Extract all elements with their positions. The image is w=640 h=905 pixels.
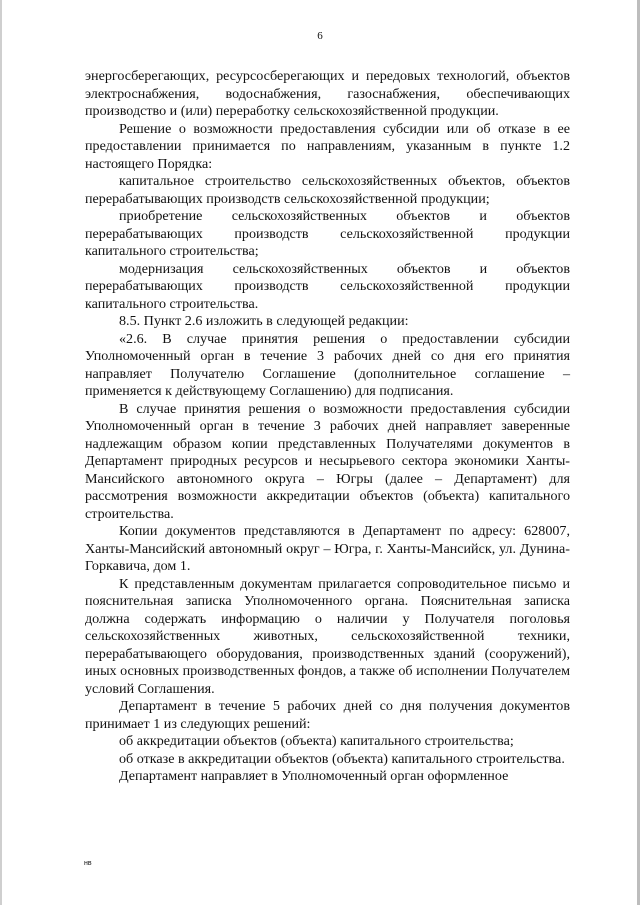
document-body (85, 68, 570, 786)
paragraph-decision: Решение о возможности предоставления субсидии или об отказе в ее предоставлении принимается по направлениям, указанным в пункте 1.2 настоящего Порядка: (85, 120, 570, 172)
list-item-modernization: модернизация сельскохозяйственных объектов и объектов перерабатывающих производств сельскохозяйственной продукции капитального строительства. (85, 260, 570, 312)
paragraph-department-sends: Департамент направляет в Уполномоченный орган оформленное (119, 768, 509, 784)
paragraph-attachments: К представленным документам прилагается сопроводительное письмо и пояснительная записка Уполномоченного органа. Пояснительная записка должна содержать информацию о наличии у Получателя поголовья сельскохозяйственных животных, сельскохозяйственной техники, перерабатывающего оборудования, производственных зданий (сооружений), иных основных производственных фондов, а также об исполнении Получателем условий Соглашения. (85, 575, 570, 697)
paragraph-continuation: энергосберегающих, ресурсосберегающих и передовых технологий, объектов электроснабжения, водоснабжения, газоснабжения, обеспечивающих производство и (или) переработку сельскохозяйственной продукции. (85, 68, 570, 119)
list-item-construction: капитальное строительство сельскохозяйственных объектов, объектов перерабатывающих производств сельскохозяйственной продукции; (85, 173, 570, 207)
list-item-acquisition: приобретение сельскохозяйственных объектов и объектов перерабатывающих производств сельскохозяйственной продукции капитального строительства; (85, 208, 570, 259)
scan-edge-left (0, 0, 2, 905)
paragraph-amendment-8-5: 8.5. Пункт 2.6 изложить в следующей редакции: (119, 313, 409, 329)
list-item-refusal: об отказе в аккредитации объектов (объекта) капитального строительства. (119, 750, 565, 767)
paragraph-approval-case: В случае принятия решения о возможности предоставления субсидии Уполномоченный орган в течение 3 рабочих дней направляет заверенные надлежащим образом копии представленных Получателями документов в Департамент природных ресурсов и несырьевого сектора экономики Ханты-Мансийского автономного округа – Югры (далее – Департамент) для рассмотрения возможности аккредитации объектов (объекта) капитального строительства. (85, 400, 570, 522)
paragraph-clause-2-6: «2.6. В случае принятия решения о предоставлении субсидии Уполномоченный орган в течение 3 рабочих дней со дня его принятия направляет Получателю Соглашение (дополнительное соглашение – применяется к действующему Соглашению) для подписания. (85, 330, 570, 399)
page-number: 6 (317, 30, 323, 42)
paragraph-department-decision: Департамент в течение 5 рабочих дней со дня получения документов принимает 1 из следующих решений: (85, 698, 570, 732)
list-item-accreditation: об аккредитации объектов (объекта) капитального строительства; (119, 733, 514, 749)
footer-initials: нв (84, 860, 92, 867)
paragraph-address: Копии документов представляются в Департамент по адресу: 628007, Ханты-Мансийский автономный округ – Югра, г. Ханты-Мансийск, ул. Дунина-Горкавича, дом 1. (85, 523, 570, 574)
